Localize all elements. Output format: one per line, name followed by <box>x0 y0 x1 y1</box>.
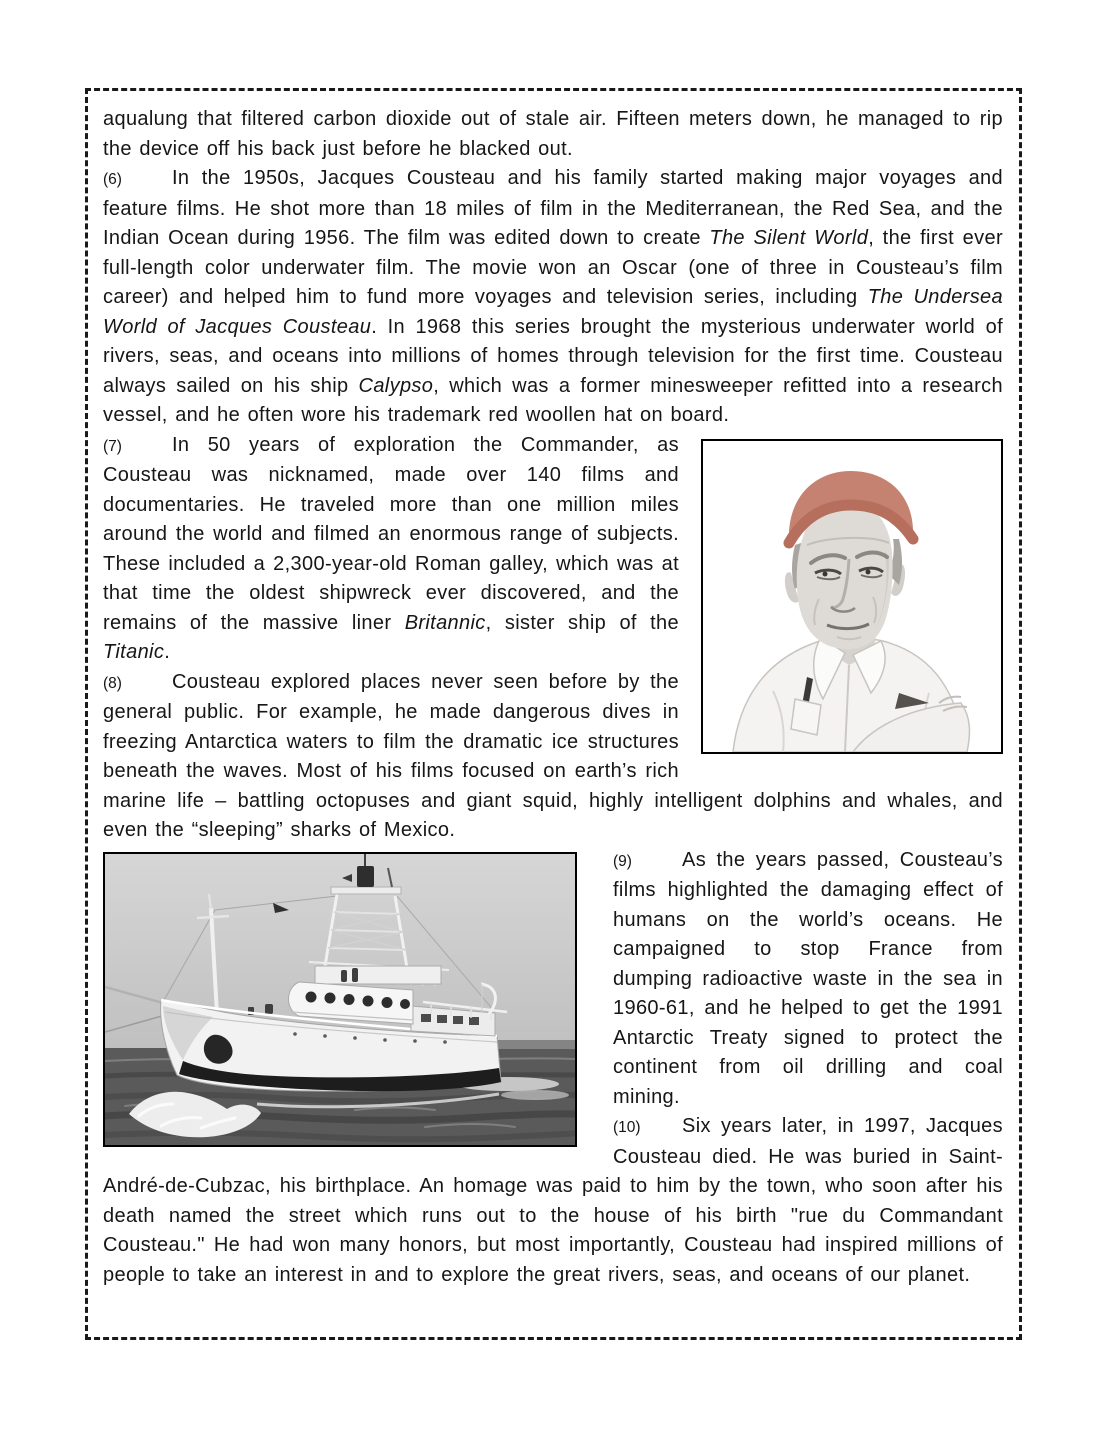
paragraph-number: (10) <box>613 1119 641 1136</box>
cousteau-portrait-photo <box>701 439 1003 754</box>
calypso-ship-photo <box>103 852 577 1147</box>
paragraph-number: (6) <box>103 171 122 188</box>
paragraph-7: (7) In 50 years of exploration the Commander, as Cousteau was nicknamed, made over 140 films and documentaries. He traveled more than one million miles around the world and filmed an enormous range of subjects. These included a 2,300-year-old Roman galley, which was at that time the oldest shipwreck ever discovered, and the remains of the massive liner Britannic, sister ship of the Titanic. <box>103 433 679 663</box>
italic-work-title: Calypso <box>358 374 434 397</box>
paragraph-continuation: aqualung that filtered carbon dioxide out of stale air. Fifteen meters down, he managed to rip the device off his back just before he blacked out. <box>103 108 1003 160</box>
paragraph-8: (8) Cousteau explored places never seen before by the general public. For example, he made dangerous dives in freezing Antarctica waters to film the dramatic ice structures beneath the waves. Most of his films focused on earth’s rich marine life – battling octopuses and giant squid, highly intelligent dolphins and whales, and even the “sleeping” sharks of Mexico. <box>103 670 1003 841</box>
italic-work-title: The Undersea World of Jacques Cousteau <box>103 286 1003 338</box>
paragraph-10: (10) Six years later, in 1997, Jacques Cousteau died. He was buried in Saint-André-de-Cubzac, his birthplace. An homage was paid to him by the town, who soon after his death named the street which runs out to the house of his birth "rue du Commandant Cousteau." He had won many honors, but most importantly, Cousteau had inspired millions of people to take an interest in and to explore the great rivers, seas, and oceans of our planet. <box>103 1115 1003 1286</box>
paragraph-number: (7) <box>103 437 122 455</box>
cousteau-portrait-illustration <box>703 441 1001 752</box>
paragraph-6: (6) In the 1950s, Jacques Cousteau and his family started making major voyages and feature films. He shot more than 18 miles of film in the Mediterranean, the Red Sea, and the Indian Ocean during 1956. The film was edited down to create The Silent World, the first ever full-length color underwater film. The movie won an Oscar (one of three in Cousteau’s film career) and helped him to fund more voyages and television series, including The Undersea World of Jacques Cousteau. In 1968 this series brought the mysterious underwater world of rivers, seas, and oceans into millions of homes through television for the first time. Cousteau always sailed on his ship Calypso, which was a former minesweeper refitted into a research vessel, and he often wore his trademark red woollen hat on board. <box>103 167 1004 426</box>
paragraph-number: (8) <box>103 674 122 692</box>
paragraph-number: (9) <box>613 852 632 870</box>
italic-work-title: The Silent World <box>709 227 869 249</box>
paragraph-9: (9) As the years passed, Cousteau’s films highlighted the damaging effect of humans on the world’s oceans. He campaigned to stop France from dumping radioactive waste in the sea in 1960-61, and he helped to get the 1991 Antarctic Treaty signed to protect the continent from oil drilling and coal mining. <box>613 848 1003 1108</box>
italic-work-title: Britannic <box>404 611 486 634</box>
page-dashed-border <box>85 88 1022 1340</box>
calypso-ship-illustration <box>105 854 575 1145</box>
italic-work-title: Titanic <box>103 641 165 663</box>
